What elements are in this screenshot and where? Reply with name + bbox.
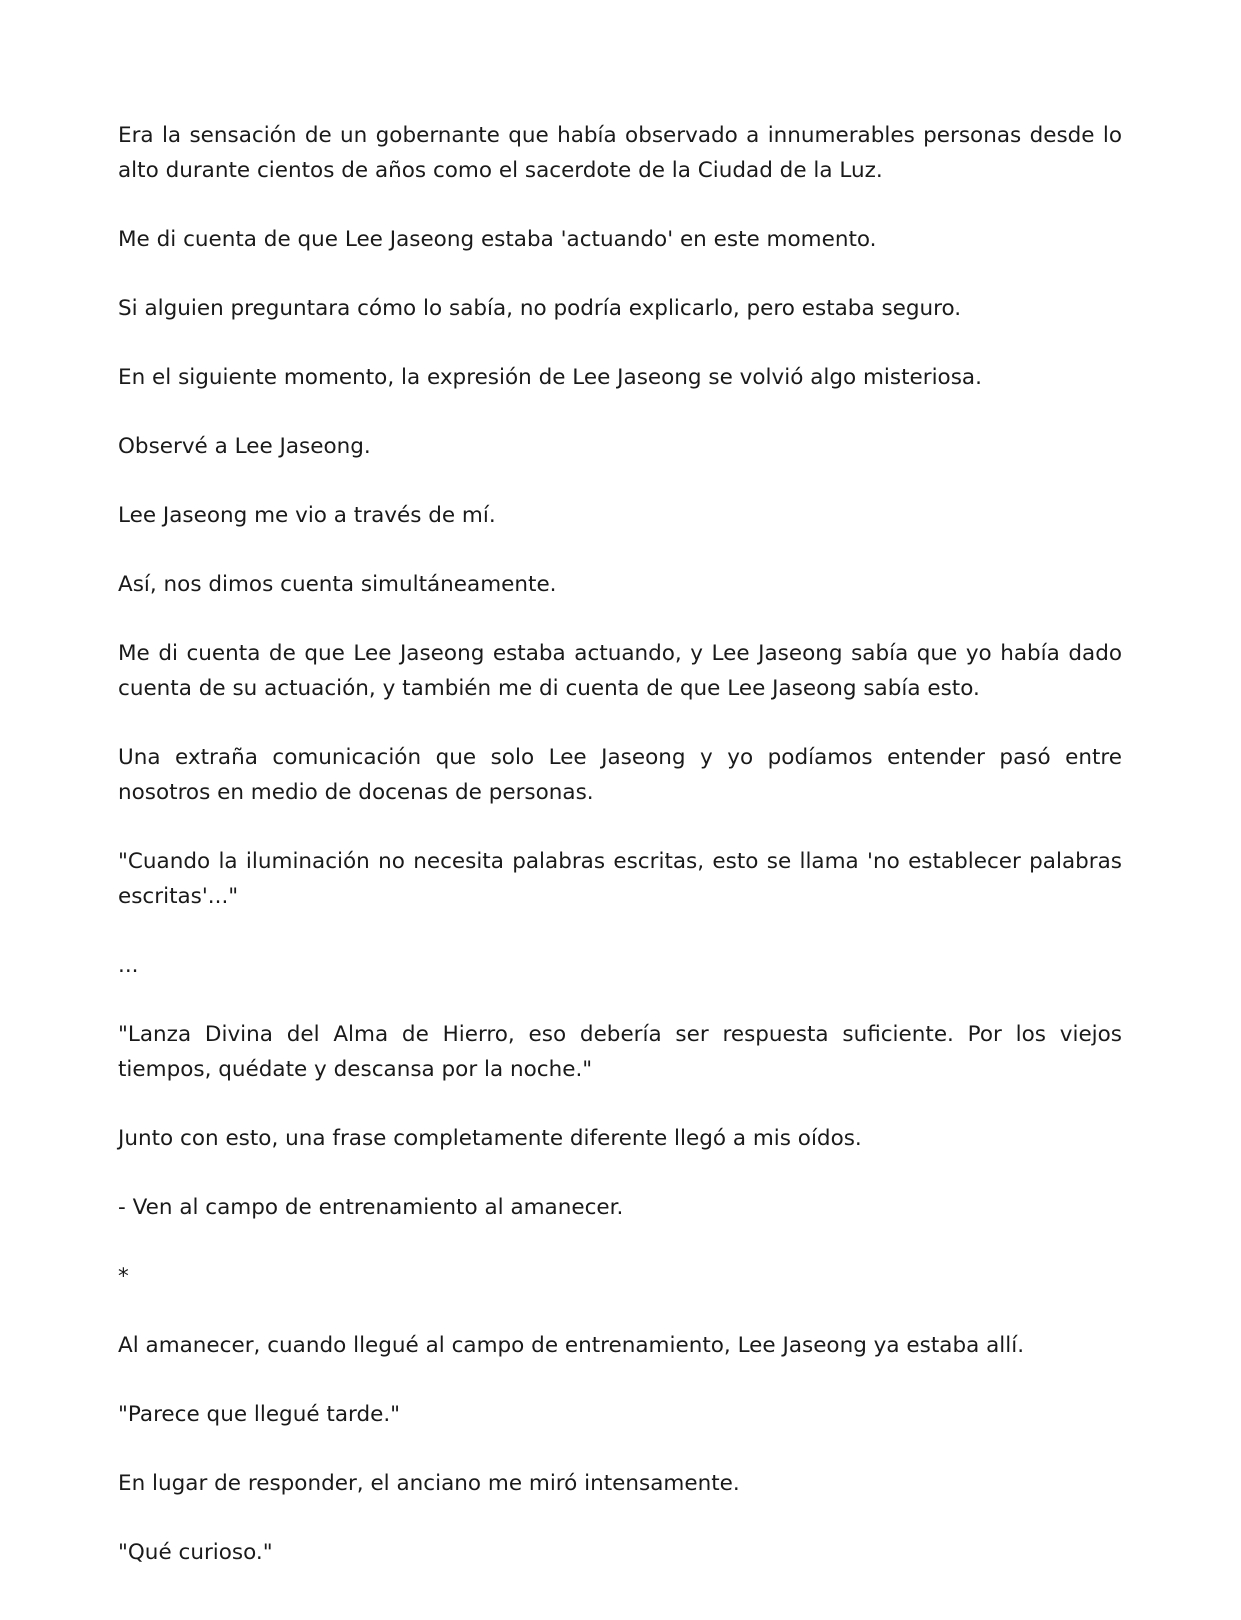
paragraph: Me di cuenta de que Lee Jaseong estaba 'actuando' en este momento. bbox=[118, 227, 877, 252]
paragraph: "Parece que llegué tarde." bbox=[118, 1402, 401, 1427]
paragraph: Junto con esto, una frase completamente diferente llegó a mis oídos. bbox=[118, 1126, 862, 1151]
paragraph: Observé a Lee Jaseong. bbox=[118, 434, 371, 459]
document-body bbox=[118, 118, 1122, 1604]
paragraph: "Cuando la iluminación no necesita palabras escritas, esto se llama 'no establecer palabras escritas'..." bbox=[118, 849, 1122, 909]
ellipsis-paragraph: ... bbox=[118, 953, 139, 978]
paragraph: Si alguien preguntara cómo lo sabía, no podría explicarlo, pero estaba seguro. bbox=[118, 296, 962, 321]
paragraph: Así, nos dimos cuenta simultáneamente. bbox=[118, 572, 557, 597]
scene-break: * bbox=[118, 1264, 129, 1289]
paragraph: Lee Jaseong me vio a través de mí. bbox=[118, 503, 496, 528]
paragraph: En lugar de responder, el anciano me miró intensamente. bbox=[118, 1471, 740, 1496]
paragraph: Era la sensación de un gobernante que había observado a innumerables personas desde lo alto durante cientos de años como el sacerdote de la Ciudad de la Luz. bbox=[118, 123, 1122, 183]
paragraph: "Qué curioso." bbox=[118, 1540, 273, 1565]
paragraph: - Ven al campo de entrenamiento al amanecer. bbox=[118, 1195, 624, 1220]
paragraph: "Lanza Divina del Alma de Hierro, eso debería ser respuesta suficiente. Por los viejos tiempos, quédate y descansa por la noche." bbox=[118, 1022, 1122, 1082]
paragraph: Al amanecer, cuando llegué al campo de entrenamiento, Lee Jaseong ya estaba allí. bbox=[118, 1333, 1025, 1358]
paragraph: Una extraña comunicación que solo Lee Jaseong y yo podíamos entender pasó entre nosotros en medio de docenas de personas. bbox=[118, 745, 1122, 805]
paragraph: En el siguiente momento, la expresión de Lee Jaseong se volvió algo misteriosa. bbox=[118, 365, 982, 390]
paragraph: Me di cuenta de que Lee Jaseong estaba actuando, y Lee Jaseong sabía que yo había dado cuenta de su actuación, y también me di cuenta de que Lee Jaseong sabía esto. bbox=[118, 641, 1122, 701]
